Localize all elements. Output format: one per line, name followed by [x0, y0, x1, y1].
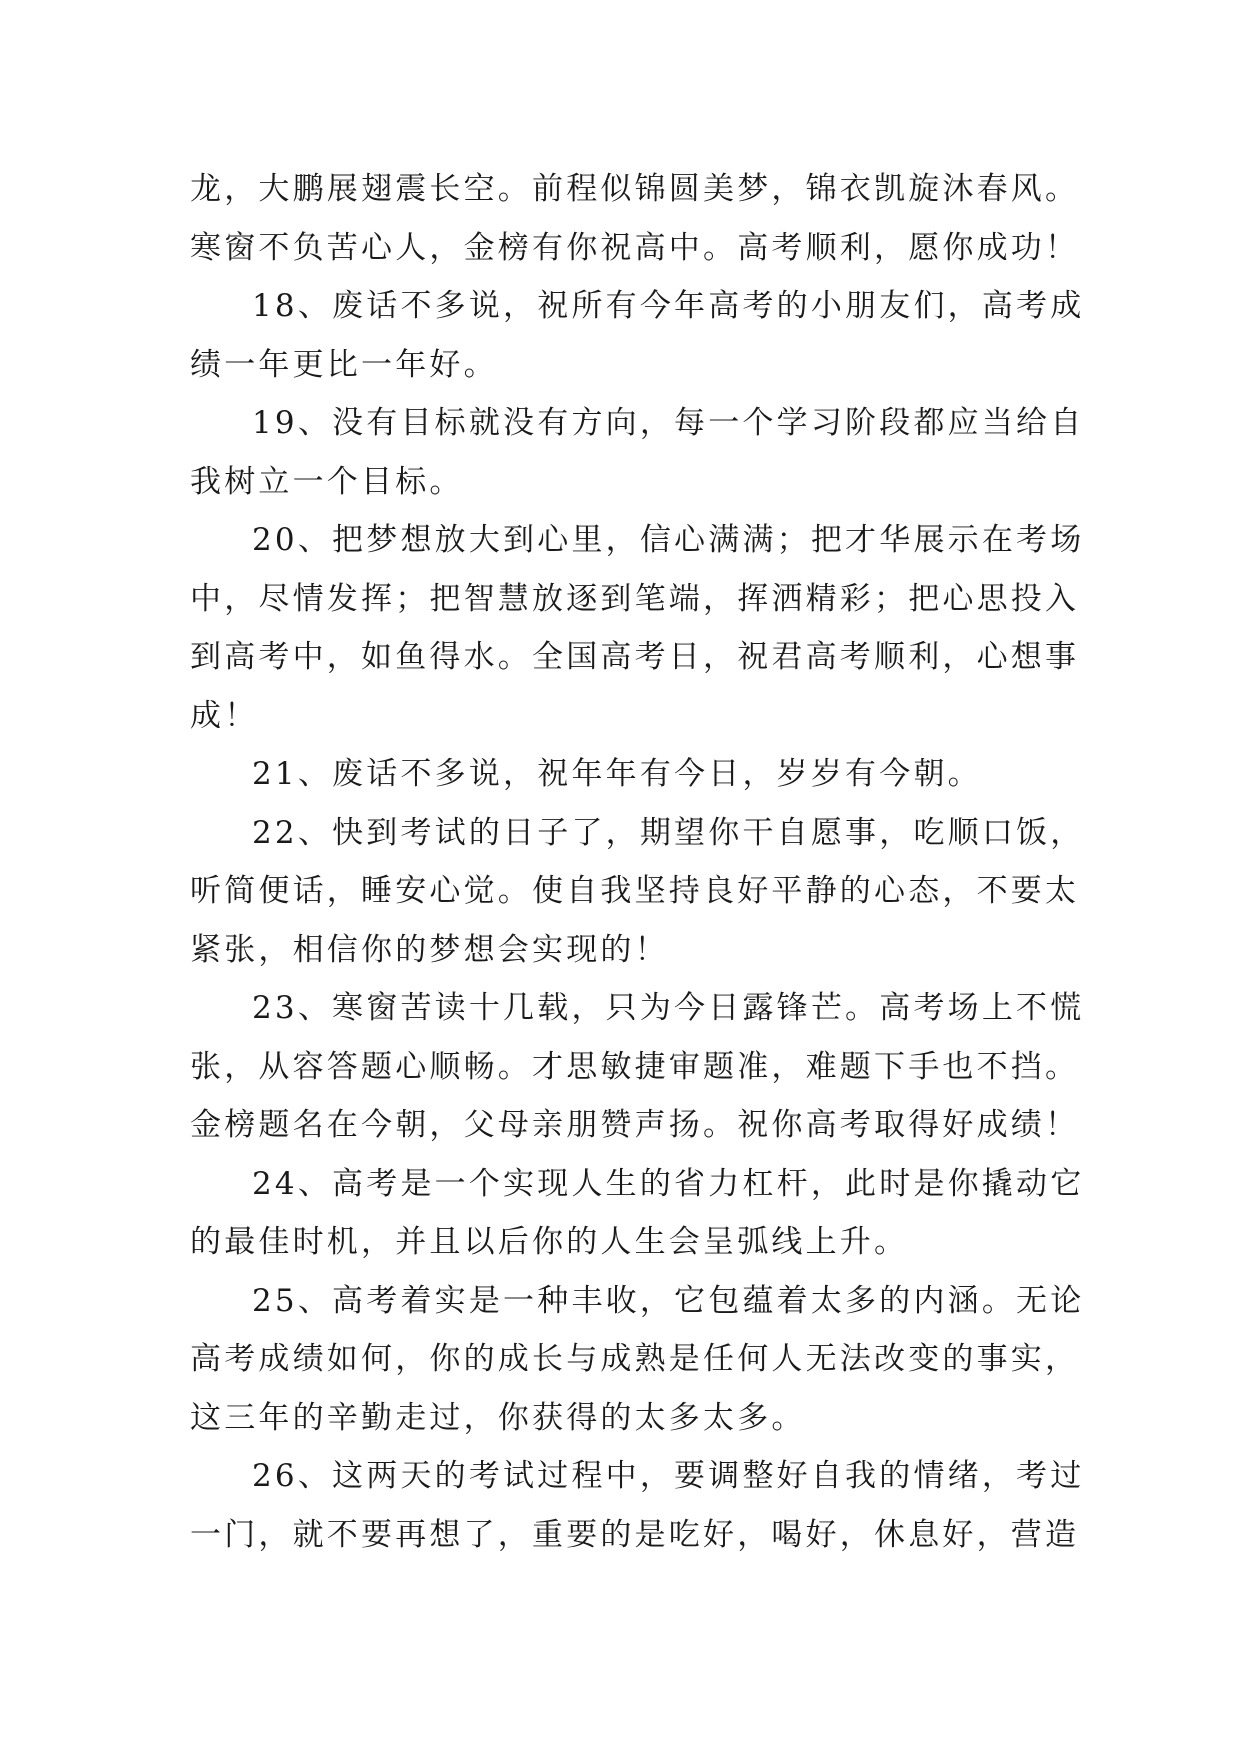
document-body [190, 160, 1085, 1564]
paragraph-19 [190, 394, 1085, 511]
text-line: 25、高考着实是一种丰收，它包蕴着太多的内涵。无论 [252, 1282, 1085, 1319]
text-line: 23、寒窗苦读十几载，只为今日露锋芒。高考场上不慌 [252, 990, 1085, 1026]
text-line: 21、废话不多说，祝年年有今日，岁岁有今朝。 [252, 756, 982, 792]
text-line: 22、快到考试的日子了，期望你干自愿事，吃顺口饭， [252, 814, 1085, 851]
paragraph-17-continued [190, 160, 1080, 277]
paragraph-20 [190, 511, 1085, 745]
text-line: 18、废话不多说，祝所有今年高考的小朋友们，高考成 [252, 288, 1085, 324]
paragraph-26 [190, 1447, 1085, 1564]
text-line: 金榜题名在今朝，父母亲朋赞声扬。祝你高考取得好成绩！ [190, 1107, 1080, 1143]
text-line: 高考成绩如何，你的成长与成熟是任何人无法改变的事实， [190, 1341, 1080, 1377]
text-line: 26、这两天的考试过程中，要调整好自我的情绪，考过 [252, 1458, 1085, 1494]
paragraph-25 [190, 1272, 1085, 1448]
paragraph-21 [190, 745, 1070, 804]
text-line: 的最佳时机，并且以后你的人生会呈弧线上升。 [190, 1224, 909, 1260]
paragraph-23 [190, 979, 1085, 1155]
text-line: 寒窗不负苦心人，金榜有你祝高中。高考顺利，愿你成功！ [190, 229, 1080, 266]
text-line: 绩一年更比一年好。 [190, 346, 498, 383]
text-line: 龙，大鹏展翅震长空。前程似锦圆美梦，锦衣凯旋沐春风。 [190, 171, 1080, 207]
paragraph-18 [190, 277, 1085, 394]
text-line: 19、没有目标就没有方向，每一个学习阶段都应当给自 [252, 405, 1085, 441]
text-line: 听简便话，睡安心觉。使自我坚持良好平静的心态，不要太 [190, 873, 1080, 909]
text-line: 紧张，相信你的梦想会实现的！ [190, 931, 669, 968]
text-line: 成！ [190, 697, 259, 734]
paragraph-22 [190, 804, 1085, 980]
text-line: 20、把梦想放大到心里，信心满满；把才华展示在考场 [252, 522, 1085, 558]
text-line: 我树立一个目标。 [190, 463, 464, 500]
text-line: 到高考中，如鱼得水。全国高考日，祝君高考顺利，心想事 [190, 639, 1080, 675]
text-line: 张，从容答题心顺畅。才思敏捷审题准，难题下手也不挡。 [190, 1048, 1080, 1085]
paragraph-24 [190, 1155, 1085, 1272]
text-line: 24、高考是一个实现人生的省力杠杆，此时是你撬动它 [252, 1165, 1085, 1202]
text-line: 一门，就不要再想了，重要的是吃好，喝好，休息好，营造 [190, 1516, 1080, 1553]
text-line: 中，尽情发挥；把智慧放逐到笔端，挥洒精彩；把心思投入 [190, 580, 1080, 617]
text-line: 这三年的辛勤走过，你获得的太多太多。 [190, 1399, 806, 1436]
